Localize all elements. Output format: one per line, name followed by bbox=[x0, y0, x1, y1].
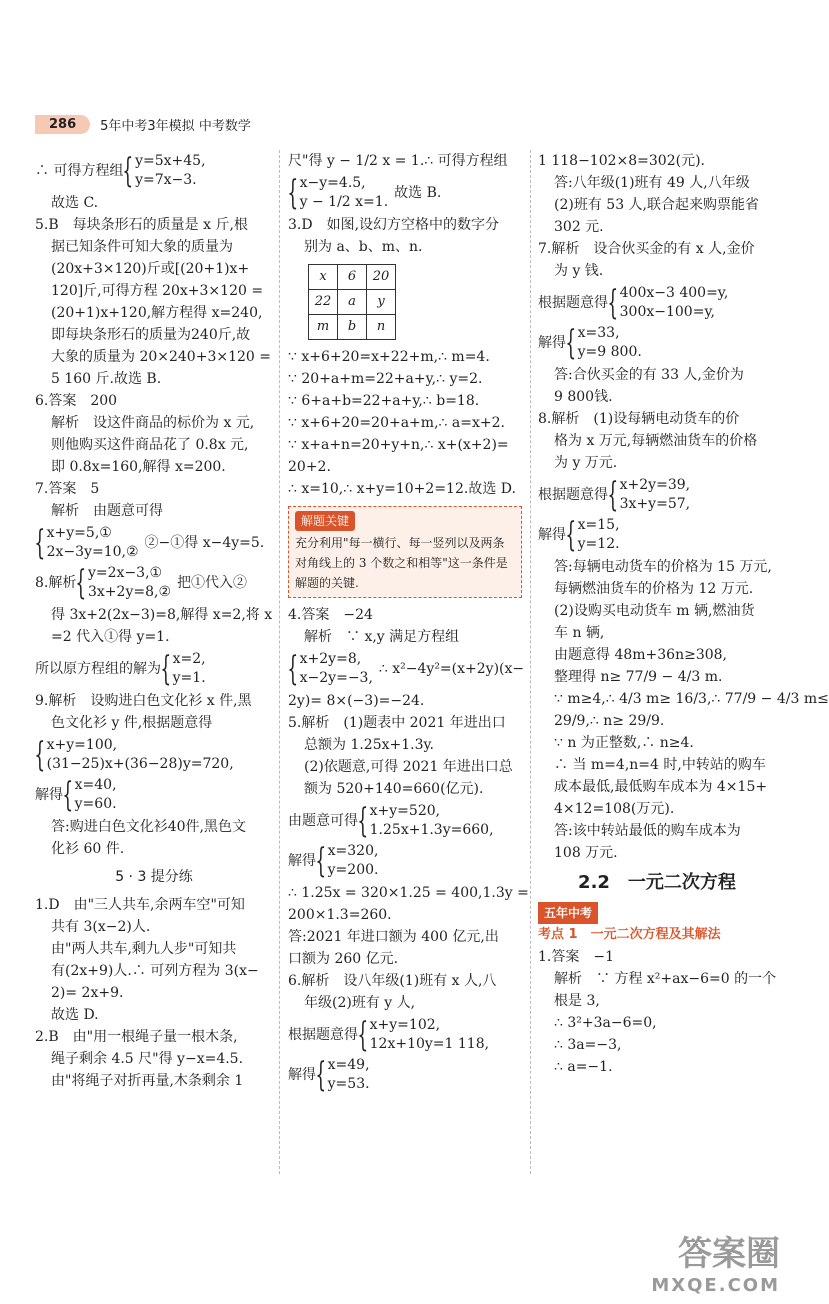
equation-prefix: 根据题意得 bbox=[538, 295, 608, 311]
brace-glyph: { bbox=[75, 563, 87, 603]
equation-system bbox=[35, 152, 273, 190]
equation: 300x−100=y, bbox=[619, 304, 715, 320]
text-line: 根是 3, bbox=[554, 993, 600, 1009]
text-line: 由"将绳子对折再量,木条剩余 1 bbox=[51, 1073, 244, 1089]
text-line: 即每块条形石的质量为240斤,故 bbox=[51, 327, 251, 343]
text-line: 答:2021 年进口额为 400 亿元,出 bbox=[288, 929, 499, 945]
text-line: 解析 由题意可得 bbox=[51, 503, 163, 519]
equation: x=320, bbox=[327, 843, 379, 859]
text-line: 7.解析 设合伙买金的有 x 人,金价 bbox=[538, 241, 755, 257]
key-point-text: 充分利用"每一横行、每一竖列以及两条对角线上的 3 个数之和相等"这一条件是解题的关键. bbox=[295, 536, 508, 590]
page-header bbox=[35, 112, 251, 136]
text-line: 20+2. bbox=[288, 459, 331, 475]
text-line: 5 160 斤.故选 B. bbox=[51, 371, 162, 387]
equation: y=60. bbox=[74, 796, 117, 812]
equation: x+2y=39, bbox=[619, 477, 691, 493]
equation-suffix: 故选 B. bbox=[394, 185, 442, 201]
text-line: 3.D 如图,设幻方空格中的数字分 bbox=[288, 217, 500, 233]
equation: y=9 800. bbox=[577, 344, 642, 360]
equation-prefix: 8.解析 bbox=[35, 575, 77, 591]
text-line: ∴ 当 m=4,n=4 时,中转站的购车 bbox=[554, 757, 766, 773]
text-line: 成本最低,最低购车成本为 4×15+ bbox=[554, 779, 768, 795]
equation: x+2y=8, bbox=[299, 651, 362, 667]
equation: y=1. bbox=[172, 670, 206, 686]
equation: (31−25)x+(36−28)y=720, bbox=[46, 756, 234, 772]
text-line: 6.答案 200 bbox=[35, 393, 118, 409]
equation-system bbox=[288, 1056, 526, 1094]
text-line: 则他购买这件商品花了 0.8x 元, bbox=[51, 437, 249, 453]
equation: x+y=520, bbox=[369, 803, 441, 819]
text-line: ∴ x=10,∴ x+y=10+2=12.故选 D. bbox=[288, 481, 516, 497]
text-line: 总额为 1.25x+1.3y. bbox=[304, 737, 435, 753]
grid-cell: n bbox=[367, 315, 396, 340]
text-line: ∵ x+6+20=20+a+m,∴ a=x+2. bbox=[288, 415, 505, 431]
text-line: ∴ 3a=−3, bbox=[554, 1037, 622, 1053]
grid-cell: m bbox=[309, 315, 338, 340]
text-line: 由题意得 48m+36n≥308, bbox=[554, 647, 728, 663]
brace-glyph: { bbox=[565, 515, 577, 555]
text-line: ∵ x+a+n=20+y+n,∴ x+(x+2)= bbox=[288, 437, 509, 453]
text-line: 故选 C. bbox=[51, 195, 99, 211]
text-line: 答:八年级(1)班有 49 人,八年级 bbox=[554, 175, 750, 191]
equation-prefix: 解得 bbox=[288, 853, 316, 869]
grid-cell: a bbox=[338, 290, 367, 315]
brace-glyph: { bbox=[62, 775, 74, 815]
equation: x=2, bbox=[172, 651, 206, 667]
equation: x+y=102, bbox=[369, 1017, 441, 1033]
text-line: 答:购进白色文化衫40件,黑色文 bbox=[51, 819, 246, 835]
text-line: 8.解析 (1)设每辆电动货车的价 bbox=[538, 411, 740, 427]
text-line: 整理得 n≥ 77/9 − 4/3 m. bbox=[554, 669, 723, 685]
subsection-title: 5 · 3 提分练 bbox=[115, 869, 193, 885]
text-line: ∵ 6+a+b=22+a+y,∴ b=18. bbox=[288, 393, 480, 409]
text-line: 2.B 由"用一根绳子量一根木条, bbox=[35, 1029, 238, 1045]
grid-cell: b bbox=[338, 315, 367, 340]
equation: y=5x+45, bbox=[135, 153, 206, 169]
column-3 bbox=[538, 150, 829, 1078]
equation-system bbox=[288, 802, 526, 840]
text-line: 色文化衫 y 件,根据题意得 bbox=[51, 715, 213, 731]
equation-prefix: 所以原方程组的解为 bbox=[35, 661, 161, 677]
equation-prefix: 由题意可得 bbox=[288, 813, 358, 829]
equation-system bbox=[35, 776, 273, 814]
exam-point-title: 考点 1 一元二次方程及其解法 bbox=[538, 927, 721, 942]
equation-prefix: 根据题意得 bbox=[538, 487, 608, 503]
equation: y=12. bbox=[577, 536, 620, 552]
equation: x+y=100, bbox=[46, 737, 118, 753]
grid-cell: y bbox=[367, 290, 396, 315]
brace-glyph: { bbox=[287, 649, 299, 689]
text-line: 尺"得 y − 1/2 x = 1.∴ 可得方程组 bbox=[288, 153, 508, 169]
equation-system bbox=[35, 524, 273, 562]
brace-glyph: { bbox=[357, 1015, 369, 1055]
equation-prefix: 解得 bbox=[35, 787, 63, 803]
text-line: 车 n 辆, bbox=[554, 625, 605, 641]
text-line: 年级(2)班有 y 人, bbox=[304, 995, 416, 1011]
equation: x=15, bbox=[577, 517, 620, 533]
column-divider bbox=[279, 150, 280, 1174]
equation: y=200. bbox=[327, 862, 379, 878]
brace-glyph: { bbox=[607, 475, 619, 515]
text-line: 大象的质量为 20×240+3×120 = bbox=[51, 349, 271, 365]
text-line: 化衫 60 件. bbox=[51, 841, 125, 857]
text-line: 故选 D. bbox=[51, 1007, 99, 1023]
column-2 bbox=[287, 150, 529, 1096]
text-line: 格为 x 万元,每辆燃油货车的价格 bbox=[554, 433, 758, 449]
text-line: (20+1)x+120,解方程得 x=240, bbox=[51, 305, 263, 321]
equation: x−y=4.5, bbox=[299, 175, 366, 191]
equation-system bbox=[538, 284, 776, 322]
equation-prefix: ∴ 可得方程组 bbox=[35, 163, 124, 179]
equation: y=2x−3,① bbox=[88, 565, 163, 581]
text-line: ∵ m≥4,∴ 4/3 m≥ 16/3,∴ 77/9 − 4/3 m≤ bbox=[554, 691, 829, 707]
text-line: 答:合伙买金的有 33 人,金价为 bbox=[554, 367, 744, 383]
text-line: 额为 520+140=660(亿元). bbox=[304, 781, 484, 797]
equation-system bbox=[538, 516, 776, 554]
text-line: 1 118−102×8=302(元). bbox=[538, 153, 705, 169]
brace-glyph: { bbox=[357, 801, 369, 841]
equation-suffix: ∴ x²−4y²=(x+2y)(x− bbox=[378, 661, 525, 677]
equation-system bbox=[288, 174, 526, 212]
text-line: ∴ 3²+3a−6=0, bbox=[554, 1015, 657, 1031]
watermark-url: MXQE.COM bbox=[651, 1275, 780, 1296]
text-line: 即 0.8x=160,解得 x=200. bbox=[51, 459, 226, 475]
grid-cell: 20 bbox=[367, 265, 396, 290]
text-line: 解析 设这件商品的标价为 x 元, bbox=[51, 415, 255, 431]
grid-cell: x bbox=[309, 265, 338, 290]
text-line: 2y)= 8×(−3)=−24. bbox=[288, 693, 425, 709]
equation-prefix: 解得 bbox=[288, 1067, 316, 1083]
equation-system bbox=[35, 650, 273, 688]
text-line: 绳子剩余 4.5 尺"得 y−x=4.5. bbox=[51, 1051, 244, 1067]
text-line: 9.解析 设购进白色文化衫 x 件,黑 bbox=[35, 693, 252, 709]
equation-system bbox=[288, 1016, 526, 1054]
text-line: 120]斤,可得方程 20x+3×120 = bbox=[51, 283, 264, 299]
text-line: ∵ n 为正整数,∴ n≥4. bbox=[554, 735, 694, 751]
equation: y=7x−3. bbox=[135, 172, 197, 188]
brace-glyph: { bbox=[565, 323, 577, 363]
equation-system bbox=[538, 476, 776, 514]
equation: x−2y=−3, bbox=[299, 670, 373, 686]
text-line: ∵ 20+a+m=22+a+y,∴ y=2. bbox=[288, 371, 483, 387]
text-line: 解析 ∵ 方程 x²+ax−6=0 的一个 bbox=[554, 971, 777, 987]
text-line: 200×1.3=260. bbox=[288, 907, 392, 923]
text-line: 29/9,∴ n≥ 29/9. bbox=[554, 713, 665, 729]
equation: x+y=5,① bbox=[46, 525, 112, 541]
magic-square-grid bbox=[308, 264, 396, 340]
text-line: ∵ x+6+20=x+22+m,∴ m=4. bbox=[288, 349, 490, 365]
text-line: 得 3x+2(2x−3)=8,解得 x=2,将 x bbox=[51, 607, 273, 623]
equation: 3x+2y=8,② bbox=[88, 584, 171, 600]
grid-cell: 22 bbox=[309, 290, 338, 315]
equation-prefix: 根据题意得 bbox=[288, 1027, 358, 1043]
watermark-text: 答案圈 bbox=[678, 1234, 780, 1274]
equation-suffix: ②−①得 x−4y=5. bbox=[144, 535, 265, 551]
watermark bbox=[651, 1226, 780, 1296]
section-tag: 五年中考 bbox=[538, 902, 598, 924]
equation-system bbox=[538, 324, 776, 362]
text-line: 共有 3(x−2)人. bbox=[51, 919, 151, 935]
text-line: 302 元. bbox=[554, 219, 604, 235]
key-point-tag: 解题关键 bbox=[295, 511, 355, 531]
text-line: 答:该中转站最低的购车成本为 bbox=[554, 823, 741, 839]
brace-glyph: { bbox=[160, 649, 172, 689]
text-line: 为 y 万元. bbox=[554, 455, 618, 471]
text-line: 有(2x+9)人.∴ 可列方程为 3(x− bbox=[51, 963, 259, 979]
text-line: 1.答案 −1 bbox=[538, 949, 614, 965]
equation: y − 1/2 x=1. bbox=[299, 194, 389, 210]
text-line: 每辆燃油货车的价格为 12 万元. bbox=[554, 581, 754, 597]
equation: x=49, bbox=[327, 1057, 370, 1073]
equation: 2x−3y=10,② bbox=[46, 544, 139, 560]
equation: 1.25x+1.3y=660, bbox=[369, 822, 494, 838]
brace-glyph: { bbox=[34, 735, 46, 775]
text-line: (2)依题意,可得 2021 年进出口总 bbox=[304, 759, 513, 775]
text-line: 4.答案 −24 bbox=[288, 607, 373, 623]
text-line: (2)班有 53 人,联合起来购票能省 bbox=[554, 197, 759, 213]
text-line: ∴ a=−1. bbox=[554, 1059, 613, 1075]
brace-glyph: { bbox=[34, 523, 46, 563]
key-point-box bbox=[288, 506, 522, 598]
grid-cell: 6 bbox=[338, 265, 367, 290]
text-line: (2)设购买电动货车 m 辆,燃油货 bbox=[554, 603, 755, 619]
column-1 bbox=[35, 150, 273, 1092]
text-line: (20x+3×120)斤或[(20+1)x+ bbox=[51, 261, 250, 277]
text-line: =2 代入①得 y=1. bbox=[51, 629, 170, 645]
book-title: 5年中考3年模拟 中考数学 bbox=[100, 118, 251, 134]
equation: x=40, bbox=[74, 777, 117, 793]
equation-system bbox=[288, 842, 526, 880]
text-line: 1.D 由"三人共车,余两车空"可知 bbox=[35, 897, 245, 913]
equation-system bbox=[35, 564, 273, 602]
equation-prefix: 解得 bbox=[538, 527, 566, 543]
text-line: 5.解析 (1)题表中 2021 年进出口 bbox=[288, 715, 506, 731]
text-line: 据已知条件可知大象的质量为 bbox=[51, 239, 233, 255]
brace-glyph: { bbox=[122, 151, 134, 191]
brace-glyph: { bbox=[287, 173, 299, 213]
equation: 3x+y=57, bbox=[619, 496, 691, 512]
section-title: 2.2 一元二次方程 bbox=[578, 872, 736, 893]
text-line: 108 万元. bbox=[554, 845, 618, 861]
text-line: 解析 ∵ x,y 满足方程组 bbox=[304, 629, 460, 645]
equation-suffix: 把①代入② bbox=[177, 575, 247, 591]
text-line: ∴ 1.25x = 320×1.25 = 400,1.3y = bbox=[288, 885, 529, 901]
brace-glyph: { bbox=[315, 1055, 327, 1095]
brace-glyph: { bbox=[607, 283, 619, 323]
text-line: 2)= 2x+9. bbox=[51, 985, 124, 1001]
text-line: 4×12=108(万元). bbox=[554, 801, 675, 817]
page-number: 286 bbox=[35, 115, 90, 134]
equation-prefix: 解得 bbox=[538, 335, 566, 351]
text-line: 7.答案 5 bbox=[35, 481, 100, 497]
text-line: 5.B 每块条形石的质量是 x 斤,根 bbox=[35, 217, 248, 233]
equation: 12x+10y=1 118, bbox=[369, 1036, 490, 1052]
text-line: 由"两人共车,剩九人步"可知共 bbox=[51, 941, 237, 957]
brace-glyph: { bbox=[315, 841, 327, 881]
equation: 400x−3 400=y, bbox=[619, 285, 729, 301]
text-line: 答:每辆电动货车的价格为 15 万元, bbox=[554, 559, 772, 575]
text-line: 别为 a、b、m、n. bbox=[304, 239, 423, 255]
equation-system bbox=[35, 736, 273, 774]
text-line: 6.解析 设八年级(1)班有 x 人,八 bbox=[288, 973, 497, 989]
text-line: 口额为 260 亿元. bbox=[288, 951, 399, 967]
text-line: 9 800钱. bbox=[554, 389, 613, 405]
equation-system bbox=[288, 650, 526, 688]
column-divider bbox=[530, 150, 531, 1174]
text-line: 为 y 钱. bbox=[554, 263, 604, 279]
equation: y=53. bbox=[327, 1076, 370, 1092]
equation: x=33, bbox=[577, 325, 620, 341]
